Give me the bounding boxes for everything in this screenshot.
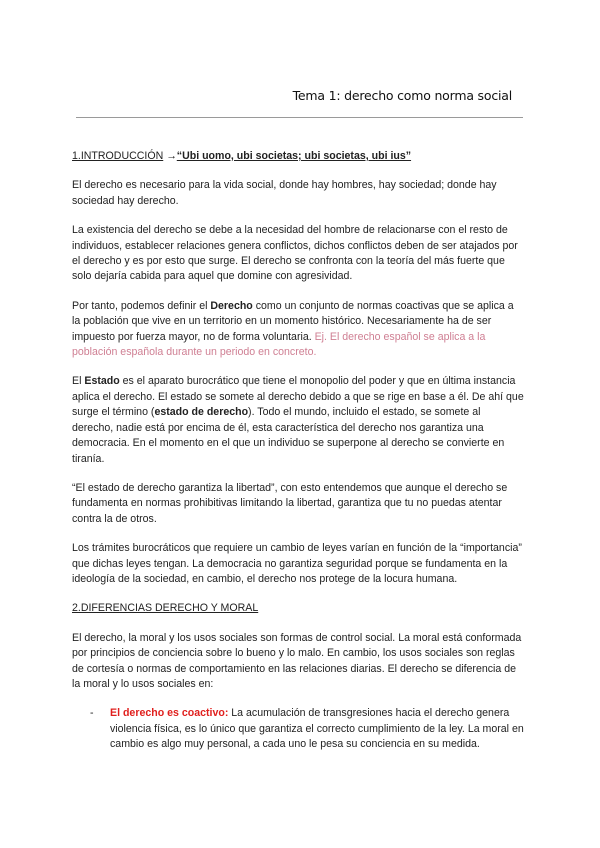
intro-paragraph-5: “El estado de derecho garantiza la libertad”, con esto entendemos que aunque el derecho se fundamenta en normas prohibitivas limitando la libertad, garantiza que tu no puedas atentar contra la de otros. — [72, 481, 508, 525]
section2-paragraph-1: El derecho, la moral y los usos sociales son formas de control social. La moral está conformada por principios de conciencia sobre lo bueno y lo malo. En cambio, los usos sociales son reglas de cortesía o normas de comportamiento en las relaciones diarias. El derecho se diferencia de la moral y lo usos sociales en: — [72, 631, 522, 690]
example-note: Ej. El derecho español se aplica a la población española durante un periodo en concreto. — [72, 330, 486, 359]
intro-paragraph-2: La existencia del derecho se debe a la necesidad del hombre de relacionarse con el resto de individuos, establecer relaciones genera conflictos, dichos conflictos deben de ser atajados por el derecho y es por esto que surge. El derecho se confronta con la teoría del más fuerte que solo dejaría cabida para aquel que domine con agresividad. — [72, 224, 518, 283]
intro-heading: 1.INTRODUCCIÓN — [72, 150, 164, 162]
p3-text-a: Por tanto, podemos definir el — [72, 299, 211, 312]
intro-paragraph-1: El derecho es necesario para la vida social, donde hay hombres, hay sociedad; donde hay sociedad hay derecho. — [72, 179, 497, 207]
term-derecho: Derecho — [210, 299, 253, 312]
header-divider — [76, 117, 523, 118]
term-estado-de-derecho: estado de derecho — [154, 406, 249, 419]
bullet-dash: - — [90, 707, 94, 720]
list-item — [72, 706, 524, 752]
intro-paragraph-3 — [72, 299, 524, 361]
intro-paragraph-6: Los trámites burocráticos que requiere un cambio de leyes varían en función de la “importancia” que dichas leyes tengan. La democracia no garantiza seguridad porque se fundamenta en la ideología de la sociedad, en cambio, el derecho nos protege de la locura humana. — [72, 542, 522, 585]
intro-heading-line — [72, 149, 524, 164]
p4-text-c: es el aparato burocrático que tiene el monopolio del poder y que en última instancia aplica el derecho. El estado se somete al derecho debido a que se rige en base a él. De ahí que surge el término ( — [72, 375, 524, 419]
p4-text-a: El — [72, 375, 85, 388]
bullet-label: El derecho es coactivo: — [110, 707, 229, 720]
p3-text-c: como un conjunto de normas coactivas que se aplica a la población que vive en un territorio en un momento histórico. Necesariamente ha de ser impuesto por fuerza mayor, no de forma voluntaria. — [72, 299, 514, 343]
term-estado: Estado — [84, 375, 120, 388]
section2-heading-line — [72, 601, 524, 616]
document-body — [72, 149, 524, 767]
page-title: Tema 1: derecho como norma social — [292, 88, 512, 103]
section2-heading: 2.DIFERENCIAS DERECHO Y MORAL — [72, 602, 259, 615]
intro-quote: “Ubi uomo, ubi societas; ubi societas, ubi ius” — [176, 150, 412, 162]
p4-text-e: ). Todo el mundo, incluido el estado, se somete al derecho, nadie está por encima de él, esta característica del derecho nos garantiza una democracia. En el momento en el que un individuo se superpone al derecho se convierte en tiranía. — [72, 406, 505, 465]
arrow-icon: → — [166, 150, 177, 162]
bullet-text: La acumulación de transgresiones hacia el derecho genera violencia física, es lo único que garantiza el correcto cumplimiento de la ley. La moral en cambio es algo muy personal, a cada uno le pesa su conciencia en su medida. — [110, 707, 524, 751]
intro-paragraph-4 — [72, 374, 524, 466]
